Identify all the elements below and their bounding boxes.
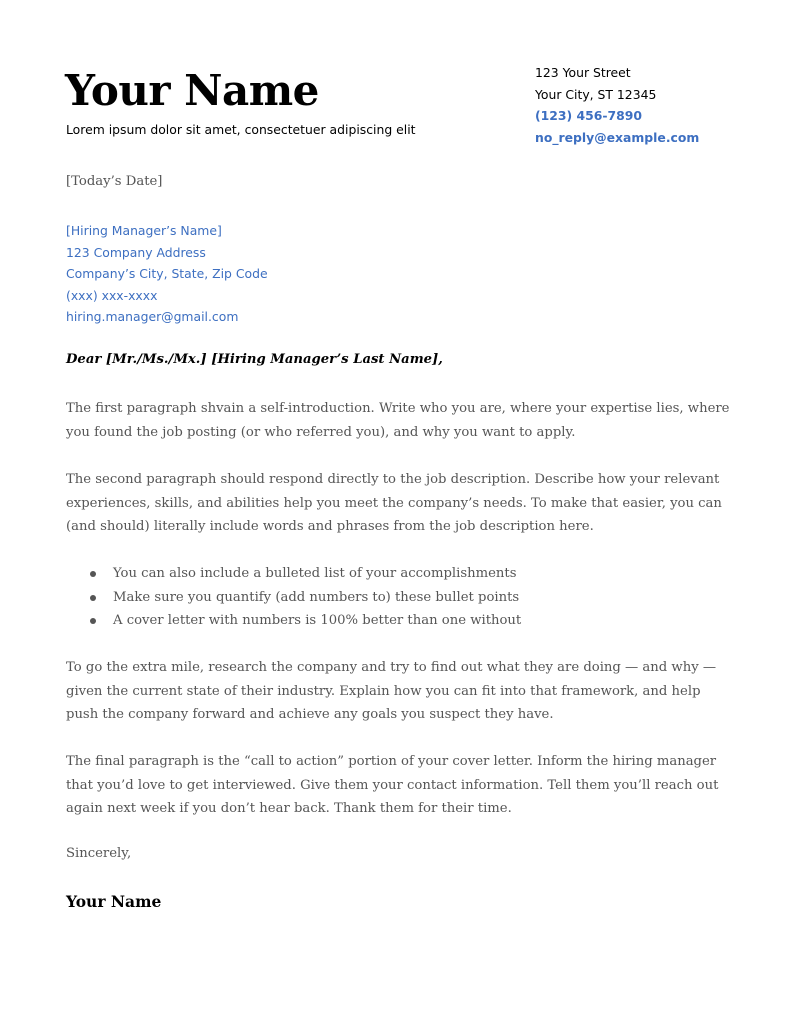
sender-email: no_reply@example.com (535, 129, 700, 145)
name-heading: Your Name (65, 66, 319, 115)
list-item-text: You can also include a bulleted list of your accomplishments (113, 566, 517, 581)
list-item-text: Make sure you quantify (add numbers to) these bullet points (113, 589, 520, 605)
letter-date: [Today’s Date] (66, 174, 163, 189)
sender-contact-block (535, 62, 699, 148)
bullet-icon (90, 618, 96, 624)
list-item-text: A cover letter with numbers is 100% better than one without (113, 613, 522, 628)
salutation: Dear [Mr./Ms./Mx.] [Hiring Manager’s Last Name], (66, 352, 443, 367)
closing: Sincerely, (66, 846, 132, 861)
accomplishments-list (66, 562, 521, 633)
list-item (66, 586, 521, 610)
tagline: Lorem ipsum dolor sit amet, consectetuer adipiscing elit (66, 122, 416, 137)
sender-city: Your City, ST 12345 (535, 86, 657, 102)
paragraph-experience: The second paragraph should respond directly to the job description. Describe how your relevant experiences, skills, and abilities help you meet the company’s needs. To make that easier, you can (and should) literally include words and phrases from the job description here. (66, 472, 722, 534)
bullet-icon (90, 571, 96, 577)
sender-street: 123 Your Street (535, 65, 631, 80)
recipient-name: [Hiring Manager’s Name] (66, 223, 222, 238)
paragraph-research: To go the extra mile, research the company and try to find out what they are doing — and why — given the current state of their industry. Explain how you can fit into that framework, and help push the company forward and achieve any goals you suspect they have. (66, 660, 717, 722)
recipient-email: hiring.manager@gmail.com (66, 309, 239, 325)
recipient-block (66, 220, 268, 328)
bullet-icon (90, 595, 96, 601)
signature: Your Name (66, 892, 162, 911)
recipient-address: 123 Company Address (66, 244, 206, 260)
recipient-city: Company’s City, State, Zip Code (66, 266, 268, 282)
list-item (66, 609, 521, 633)
recipient-phone: (xxx) xxx-xxxx (66, 287, 158, 303)
paragraph-intro: The first paragraph shvain a self-introduction. Write who you are, where your expertise lies, where you found the job posting (or who referred you), and why you want to apply. (66, 401, 730, 440)
sender-phone: (123) 456-7890 (535, 108, 642, 124)
list-item (66, 562, 521, 586)
paragraph-call-to-action: The final paragraph is the “call to action” portion of your cover letter. Inform the hiring manager that you’d love to get interviewed. Give them your contact information. Tell them you’ll reach out again next week if you don’t hear back. Thank them for their time. (66, 754, 719, 816)
